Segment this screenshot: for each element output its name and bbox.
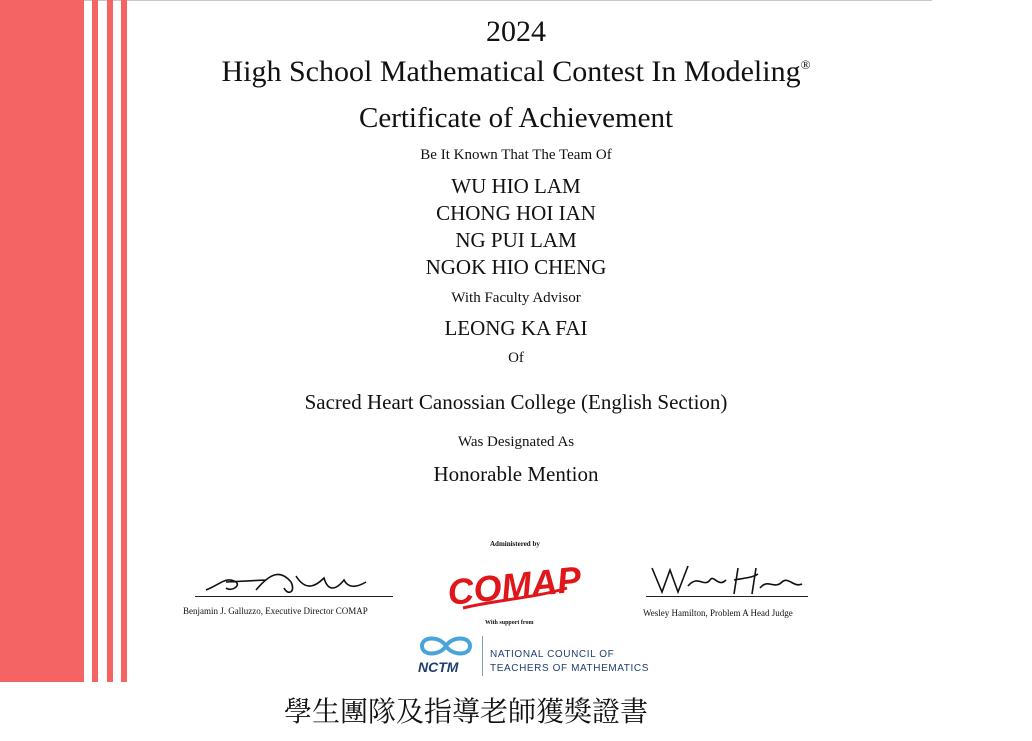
advisor-name: LEONG KA FAI [444, 316, 588, 340]
contest-title-text: High School Mathematical Contest In Modeling [221, 55, 801, 88]
support-from-label: With support from [485, 620, 534, 626]
advisor-intro: With Faculty Advisor [451, 290, 581, 306]
team-member: NG PUI LAM [455, 228, 577, 252]
team-member: WU HIO LAM [451, 174, 581, 198]
nctm-name-line-1: NATIONAL COUNCIL OF [490, 649, 615, 660]
award-name: Honorable Mention [433, 462, 599, 486]
designation-intro: Was Designated As [457, 434, 575, 450]
school-name: Sacred Heart Canossian College (English Section) [304, 390, 728, 414]
right-signature-line [646, 596, 808, 597]
certificate-subtitle: Certificate of Achievement [358, 102, 674, 134]
chinese-caption: 學生團隊及指導老師獲獎證書 [283, 695, 648, 728]
of-label: Of [508, 350, 524, 366]
registered-mark: ® [800, 57, 811, 72]
nctm-logo-mark [416, 634, 476, 676]
certificate-year: 2024 [486, 15, 546, 48]
contest-title [0, 55, 1032, 89]
team-intro: Be It Known That The Team Of [420, 147, 612, 163]
nctm-abbr: NCTM [418, 659, 459, 675]
left-signature-line [195, 596, 393, 597]
administered-by-label: Administered by [490, 540, 540, 548]
left-signature-caption: Benjamin J. Galluzzo, Executive Director COMAP [183, 606, 368, 616]
nctm-divider [482, 636, 483, 676]
right-signature-graphic [648, 560, 808, 600]
right-signature-caption: Wesley Hamilton, Problem A Head Judge [643, 608, 793, 618]
team-member: NGOK HIO CHENG [425, 255, 607, 279]
team-member: CHONG HOI IAN [436, 201, 596, 225]
comap-logo [445, 552, 584, 616]
top-border-line [0, 0, 932, 1]
comap-logo-text: COMAP [445, 558, 584, 613]
nctm-name-line-2: TEACHERS OF MATHEMATICS [490, 663, 649, 674]
